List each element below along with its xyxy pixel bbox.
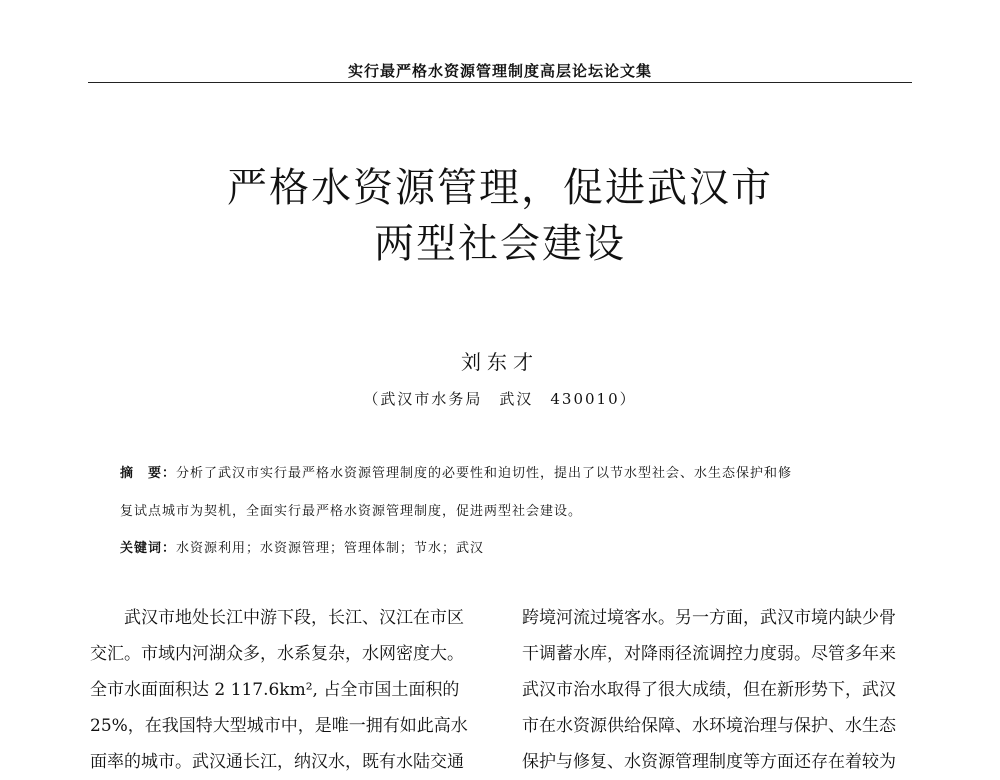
body-column-left bbox=[90, 600, 480, 780]
keywords-text: 水资源利用；水资源管理；管理体制；节水；武汉 bbox=[176, 541, 485, 556]
body-line: 交汇。市域内河湖众多，水系复杂，水网密度大。 bbox=[90, 644, 464, 664]
abstract-line-1 bbox=[120, 462, 792, 481]
body-line: 武汉市治水取得了很大成绩，但在新形势下，武汉 bbox=[522, 680, 896, 700]
body-line: 干调蓄水库，对降雨径流调控力度弱。尽管多年来 bbox=[522, 644, 896, 664]
body-line: 跨境河流过境客水。另一方面，武汉市境内缺少骨 bbox=[522, 608, 896, 628]
body-line: 面率的城市。武汉通长江，纳汉水，既有水陆交通 bbox=[90, 752, 464, 772]
abstract-label: 摘 要： bbox=[120, 466, 177, 481]
author-name: 刘东才 bbox=[461, 350, 539, 374]
running-header: 实行最严格水资源管理制度高层论坛论文集 bbox=[347, 62, 652, 80]
body-line: 25%，在我国特大型城市中，是唯一拥有如此高水 bbox=[90, 716, 468, 736]
author-affiliation: （武汉市水务局 武汉 430010） bbox=[363, 390, 637, 408]
body-column-right bbox=[522, 600, 912, 780]
keywords-line bbox=[120, 537, 484, 556]
header-rule bbox=[88, 82, 912, 83]
body-line: 武汉市地处长江中游下段，长江、汉江在市区 bbox=[90, 608, 464, 628]
paper-title-line-2: 两型社会建设 bbox=[374, 221, 626, 267]
body-line: 保护与修复、水资源管理制度等方面还存在着较为 bbox=[522, 752, 896, 772]
paper-title-line-1: 严格水资源管理，促进武汉市 bbox=[227, 165, 773, 211]
body-line: 市在水资源供给保障、水环境治理与保护、水生态 bbox=[522, 716, 896, 736]
abstract-text-1: 分析了武汉市实行最严格水资源管理制度的必要性和迫切性，提出了以节水型社会、水生态保护和修 bbox=[176, 466, 793, 481]
keywords-label: 关键词： bbox=[120, 541, 177, 556]
abstract-line-2: 复试点城市为契机，全面实行最严格水资源管理制度，促进两型社会建设。 bbox=[120, 504, 583, 519]
body-line: 全市水面面积达 2 117.6km², 占全市国土面积的 bbox=[90, 680, 460, 700]
